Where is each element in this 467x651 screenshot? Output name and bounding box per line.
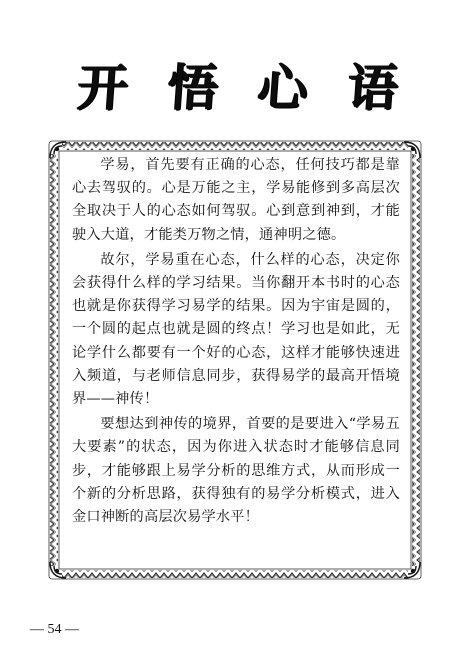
paragraph-1: 学易，首先要有正确的心态，任何技巧都是靠心去驾驭的。心是万能之主，学易能修到多高层次全取决于人的心态如何驾驭。心到意到神到，才能驶入大道，才能类万物之情，通神明之德。 bbox=[72, 157, 400, 243]
paragraph-3: 要想达到神传的境界，首要的是要进入“学易五大要素”的状态，因为你进入状态时才能够信息同步，才能够跟上易学分析的思维方式，从而形成一个新的分析思路，获得独有的易学分析模式，进入金口神断的高层次易学水平！ bbox=[72, 416, 400, 526]
title-char-2: 悟 bbox=[165, 59, 221, 117]
paragraph-2: 故尔，学易重在心态，什么样的心态，决定你会获得什么样的学习结果。当你翻开本书时的心态也就是你获得学习易学的结果。因为宇宙是圆的，一个圆的起点也就是圆的终点！学习也是如此，无论学什么都要有一个好的心态，这样才能够快速进入频道，与老师信息同步，获得易学的最高开悟境界——神传！ bbox=[72, 251, 400, 408]
ornamental-frame bbox=[48, 140, 422, 580]
title-char-3: 心 bbox=[255, 59, 311, 117]
title-char-4: 语 bbox=[345, 59, 401, 117]
page-title bbox=[75, 58, 401, 118]
title-char-1: 开 bbox=[75, 59, 131, 117]
page-number: — 54 — bbox=[30, 622, 79, 637]
text-content bbox=[72, 154, 400, 531]
